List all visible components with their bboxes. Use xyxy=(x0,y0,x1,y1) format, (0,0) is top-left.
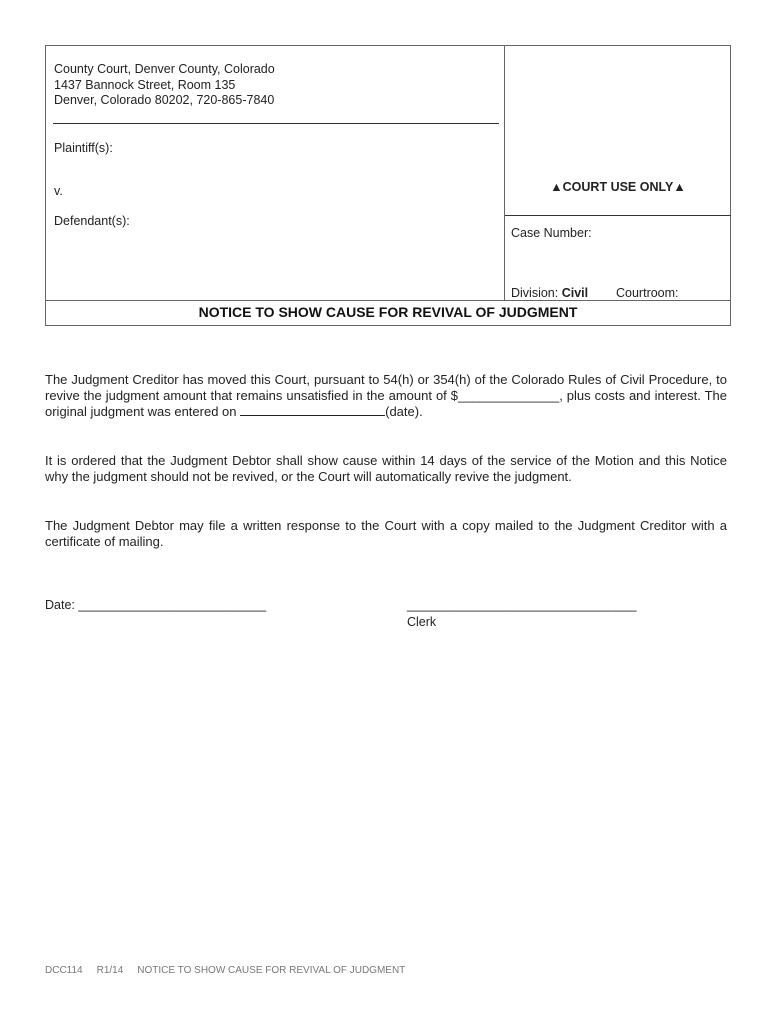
form-number: DCC114 xyxy=(45,965,83,976)
division-value: Civil xyxy=(561,286,589,300)
clerk-label: Clerk xyxy=(407,615,437,629)
plaintiff-label: Plaintiff(s): xyxy=(54,141,113,155)
court-use-only-label: ▲COURT USE ONLY▲ xyxy=(550,180,686,194)
court-city-phone: Denver, Colorado 80202, 720-865-7840 xyxy=(54,93,275,107)
division-field xyxy=(511,286,588,300)
footer-form-title: NOTICE TO SHOW CAUSE FOR REVIVAL OF JUDGMENT xyxy=(137,965,406,976)
versus-label: v. xyxy=(54,184,63,198)
court-use-divider xyxy=(505,215,731,216)
date-suffix: (date). xyxy=(385,404,423,419)
court-name: County Court, Denver County, Colorado xyxy=(54,62,275,76)
court-info-divider xyxy=(53,123,499,124)
clerk-signature-line[interactable]: _________________________________ xyxy=(407,598,637,612)
case-caption-box xyxy=(45,45,731,326)
date-signature-line[interactable]: Date: ___________________________ xyxy=(45,598,267,612)
division-label: Division: xyxy=(511,286,559,300)
response-paragraph: The Judgment Debtor may file a written response to the Court with a copy mailed to the Judgment Creditor with a certificate of mailing. xyxy=(45,518,727,549)
case-number-label: Case Number: xyxy=(511,226,592,240)
defendant-label: Defendant(s): xyxy=(54,214,130,228)
court-address-block xyxy=(54,62,275,109)
court-street: 1437 Bannock Street, Room 135 xyxy=(54,77,236,92)
courtroom-label: Courtroom: xyxy=(616,286,679,300)
form-revision: R1/14 xyxy=(96,965,124,976)
motion-paragraph-text: The Judgment Creditor has moved this Court, pursuant to 54(h) or 354(h) of the Colorado Rules of Civil Procedure, to revive the judgment amount that remains unsatisfied in the amount of $______________, plus costs and interest. The original judgment was entered on xyxy=(45,372,727,419)
court-use-column xyxy=(505,46,731,300)
form-footer xyxy=(45,965,419,976)
caption-left-column xyxy=(46,46,504,300)
motion-paragraph xyxy=(45,372,727,420)
order-paragraph: It is ordered that the Judgment Debtor shall show cause within 14 days of the service of the Motion and this Notice why the judgment should not be revived, or the Court will automatically revive the judgment. xyxy=(45,453,727,484)
judgment-date-blank[interactable] xyxy=(240,404,385,416)
document-title: NOTICE TO SHOW CAUSE FOR REVIVAL OF JUDGMENT xyxy=(46,300,730,325)
